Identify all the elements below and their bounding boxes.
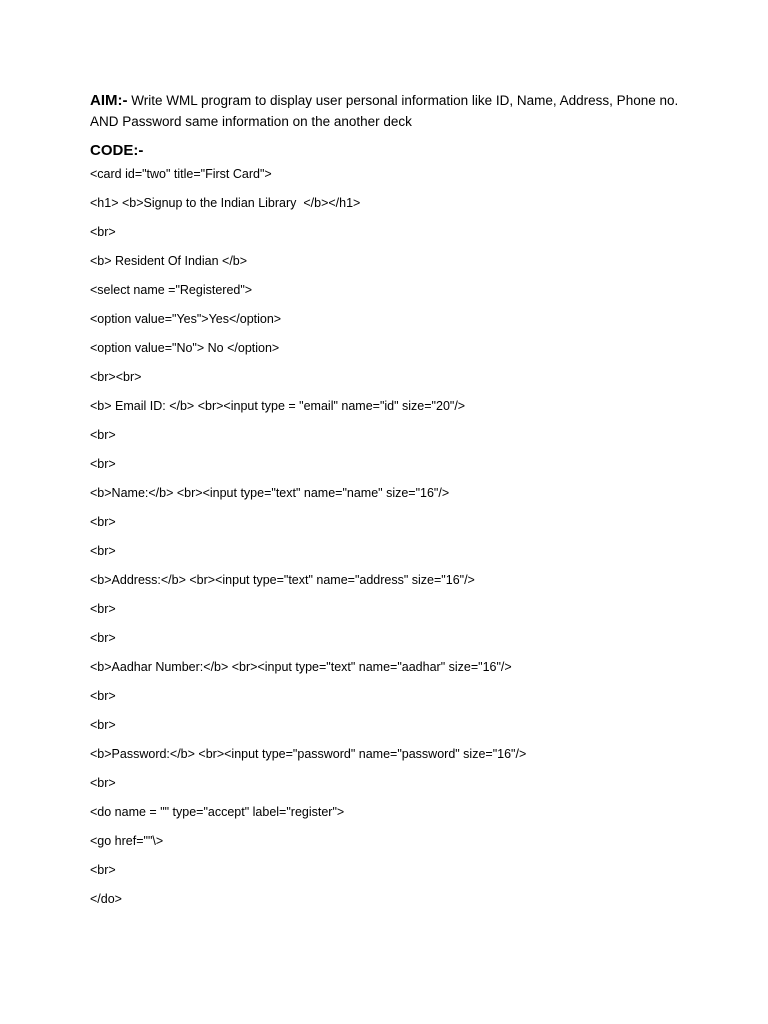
code-line: <card id="two" title="First Card"> bbox=[90, 167, 272, 181]
code-block bbox=[90, 166, 690, 920]
code-line: <h1> <b>Signup to the Indian Library </b></h1> bbox=[90, 196, 361, 210]
code-line: <select name ="Registered"> bbox=[90, 283, 253, 297]
code-line: <br> bbox=[90, 225, 116, 239]
code-line: <br> bbox=[90, 457, 116, 471]
code-line: <b> Email ID: </b> <br><input type = "email" name="id" size="20"/> bbox=[90, 399, 466, 413]
code-line: <option value="No"> No </option> bbox=[90, 341, 280, 355]
code-line: <br> bbox=[90, 863, 116, 877]
code-line: <br><br> bbox=[90, 370, 142, 384]
code-line: </do> bbox=[90, 892, 122, 906]
aim-text: Write WML program to display user personal information like ID, Name, Address, Phone no. AND Password same information on the another deck bbox=[90, 93, 679, 129]
code-line: <br> bbox=[90, 428, 116, 442]
code-line: <do name = "" type="accept" label="register"> bbox=[90, 805, 345, 819]
code-line: <br> bbox=[90, 544, 116, 558]
code-line: <br> bbox=[90, 776, 116, 790]
code-line: <br> bbox=[90, 689, 116, 703]
code-line: <b>Address:</b> <br><input type="text" name="address" size="16"/> bbox=[90, 573, 475, 587]
code-line: <b>Password:</b> <br><input type="password" name="password" size="16"/> bbox=[90, 747, 527, 761]
code-line: <br> bbox=[90, 515, 116, 529]
code-line: <option value="Yes">Yes</option> bbox=[90, 312, 282, 326]
code-heading: CODE:- bbox=[90, 142, 144, 159]
code-line: <go href=""\> bbox=[90, 834, 164, 848]
code-line: <br> bbox=[90, 602, 116, 616]
aim-label: AIM:- bbox=[90, 92, 128, 109]
aim-paragraph bbox=[90, 90, 690, 132]
document-page bbox=[90, 90, 690, 920]
code-line: <br> bbox=[90, 631, 116, 645]
code-line: <b>Name:</b> <br><input type="text" name="name" size="16"/> bbox=[90, 486, 450, 500]
code-line: <br> bbox=[90, 718, 116, 732]
code-line: <b>Aadhar Number:</b> <br><input type="text" name="aadhar" size="16"/> bbox=[90, 660, 512, 674]
code-line: <b> Resident Of Indian </b> bbox=[90, 254, 248, 268]
